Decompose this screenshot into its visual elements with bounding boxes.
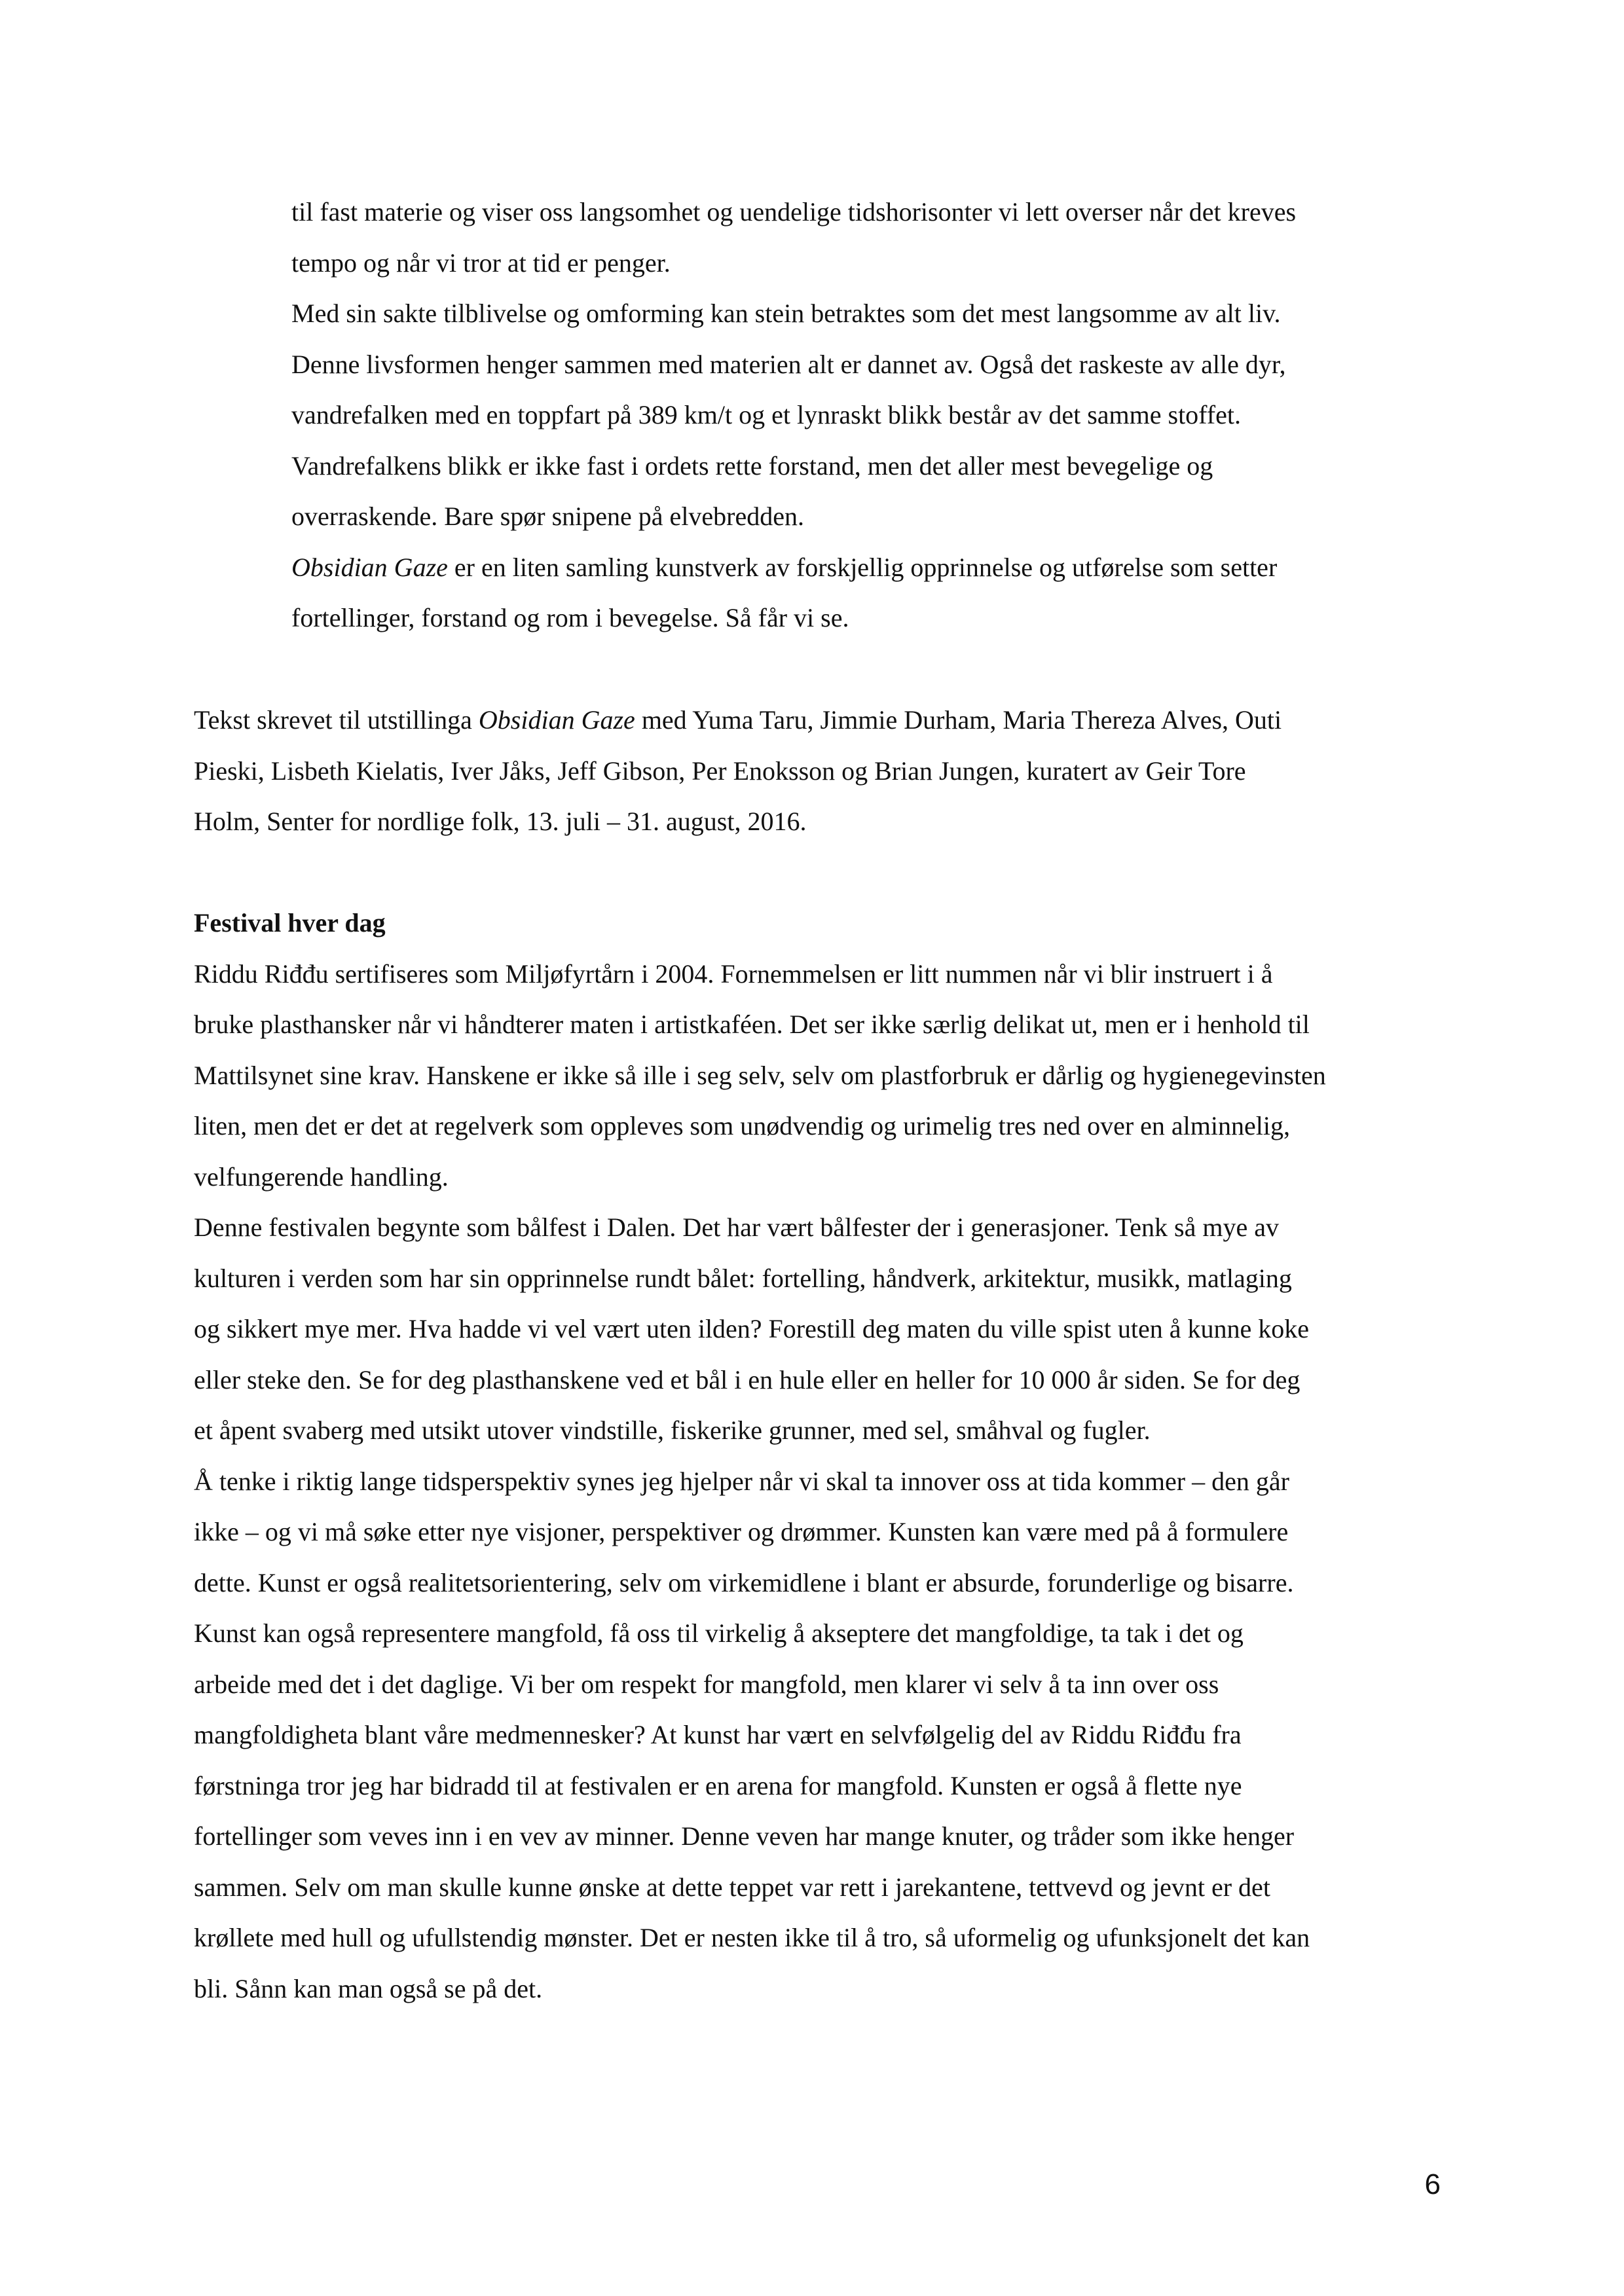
festival-section [194,898,1458,2014]
exhibition-title: Obsidian Gaze [478,705,635,735]
intro-line: Vandrefalkens blikk er ikke fast i ordets rette forstand, men det aller mest bevegelige og [291,450,1213,481]
intro-line-text: er en liten samling kunstverk av forskjellig opprinnelse og utførelse som setter [447,552,1278,582]
intro-line: Med sin sakte tilblivelse og omforming kan stein betraktes som det mest langsomme av alt liv. [291,299,1281,328]
body-line: bli. Sånn kan man også se på det. [194,1973,543,2003]
body-line: velfungerende handling. [194,1161,449,1192]
caption-line: Pieski, Lisbeth Kielatis, Iver Jåks, Jeff Gibson, Per Enoksson og Brian Jungen, kuratert av Geir Tore [194,756,1246,786]
intro-paragraphs [291,187,1457,644]
intro-line: fortellinger, forstand og rom i bevegelse. Så får vi se. [291,603,849,632]
body-line: kulturen i verden som har sin opprinnelse rundt bålet: fortelling, håndverk, arkitektur, musikk, matlaging [194,1263,1292,1293]
body-line: dette. Kunst er også realitetsorientering, selv om virkemidlene i blant er absurde, forunderlige og bisarre. [194,1567,1294,1597]
body-line: krøllete med hull og ufullstendig mønster. Det er nesten ikke til å tro, så uformelig og ufunksjonelt det kan [194,1923,1310,1952]
intro-line: vandrefalken med en toppfart på 389 km/t og et lynraskt blikk består av det samme stoffet. [291,400,1241,429]
body-line: liten, men det er det at regelverk som oppleves som unødvendig og urimelig tres ned over en alminnelig, [194,1111,1291,1140]
intro-line: Denne livsformen henger sammen med materien alt er dannet av. Også det raskeste av alle dyr, [291,349,1286,379]
intro-line: til fast materie og viser oss langsomhet og uendelige tidshorisonter vi lett overser når det kreves [291,197,1297,227]
exhibition-caption [194,695,1458,847]
body-line: bruke plasthansker når vi håndterer maten i artistkaféen. Det ser ikke særlig delikat ut, men er i henhold til [194,1010,1310,1039]
body-line: ikke – og vi må søke etter nye visjoner, perspektiver og drømmer. Kunsten kan være med på å formulere [194,1517,1289,1546]
intro-obsidian-line [291,542,1457,593]
caption-line: Holm, Senter for nordlige folk, 13. juli – 31. august, 2016. [194,807,807,836]
body-line: sammen. Selv om man skulle kunne ønske at dette teppet var rett i jarekantene, tettvevd og jevnt er det [194,1872,1270,1902]
body-line: førstninga tror jeg har bidradd til at festivalen er en arena for mangfold. Kunsten er også å flette nye [194,1770,1242,1800]
body-line: mangfoldigheta blant våre medmennesker? At kunst har vært en selvfølgelig del av Riddu Riđđu fra [194,1720,1242,1749]
body-line: Å tenke i riktig lange tidsperspektiv synes jeg hjelper når vi skal ta innover oss at tida kommer – den går [194,1466,1289,1496]
caption-text: med Yuma Taru, Jimmie Durham, Maria Thereza Alves, Outi [635,705,1282,735]
body-line: eller steke den. Se for deg plasthanskene ved et bål i en hule eller en heller for 10 000 år siden. Se for deg [194,1364,1301,1394]
body-line: Riddu Riđđu sertifiseres som Miljøfyrtårn i 2004. Fornemmelsen er litt nummen når vi blir instruert i å [194,958,1273,989]
caption-text: Tekst skrevet til utstillinga [194,705,479,735]
body-line: et åpent svaberg med utsikt utover vindstille, fiskerike grunner, med sel, småhval og fugler. [194,1415,1151,1445]
body-line: Denne festivalen begynte som bålfest i Dalen. Det har vært bålfester der i generasjoner. Tenk så mye av [194,1212,1279,1242]
intro-line: tempo og når vi tror at tid er penger. [291,247,671,278]
body-line: fortellinger som veves inn i en vev av minner. Denne veven har mange knuter, og tråder som ikke henger [194,1821,1295,1851]
page-number: 6 [1424,2168,1441,2200]
caption-line [194,695,1458,746]
body-line: Kunst kan også representere mangfold, få oss til virkelig å akseptere det mangfoldige, ta tak i det og [194,1618,1244,1648]
intro-line: overraskende. Bare spør snipene på elvebredden. [291,501,805,531]
section-heading: Festival hver dag [194,908,386,938]
body-line: arbeide med det i det daglige. Vi ber om respekt for mangfold, men klarer vi selv å ta inn over oss [194,1669,1219,1699]
body-line: og sikkert mye mer. Hva hadde vi vel vært uten ilden? Forestill deg maten du ville spist uten å kunne koke [194,1314,1309,1343]
exhibition-title: Obsidian Gaze [291,552,448,582]
body-line: Mattilsynet sine krav. Hanskene er ikke så ille i seg selv, selv om plastforbruk er dårlig og hygienegevinsten [194,1060,1326,1090]
